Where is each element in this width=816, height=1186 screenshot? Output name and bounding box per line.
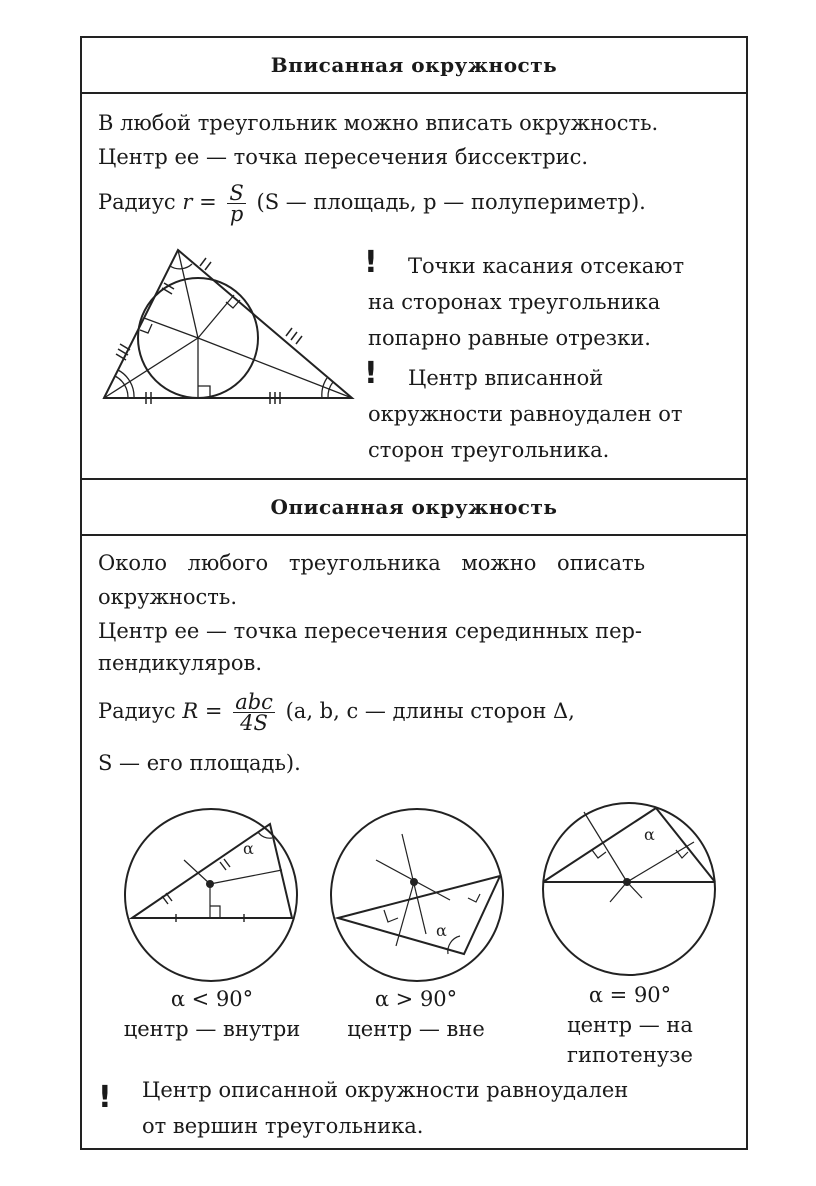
exclamation-icon: ! <box>364 245 378 280</box>
note-line: Центр описанной окружности равноудален <box>142 1078 629 1102</box>
circumscribed-radius-formula <box>98 692 575 733</box>
radius-label: Радиус <box>98 699 176 723</box>
inscribed-note1 <box>368 248 684 356</box>
text-line: Около любого треугольника можно описать <box>98 551 646 575</box>
circumscribed-line1 <box>98 546 732 581</box>
circumscribed-line3: Центр ее — точка пересечения серединных пер- <box>98 619 643 643</box>
radius-line <box>198 295 234 338</box>
inscribed-circle-diagram <box>100 242 360 408</box>
radius-explanation: (a, b, c — длины сторон Δ, <box>285 699 575 723</box>
case-description: гипотенузе <box>567 1043 693 1067</box>
circumscribed-line6: S — его площадь). <box>98 751 301 775</box>
case-caption-obtuse <box>322 984 510 1044</box>
note-line: Центр вписанной <box>408 366 604 390</box>
radius-variable: r <box>182 190 193 214</box>
equals-sign: = <box>199 190 217 214</box>
radius-explanation: (S — площадь, p — полупериметр). <box>256 190 646 214</box>
note-line: попарно равные отрезки. <box>368 326 651 350</box>
fraction-denominator: 4S <box>240 711 268 735</box>
reference-sheet <box>80 36 748 1150</box>
right-angle-mark <box>140 324 152 333</box>
divider <box>82 534 746 536</box>
case-angle: α > 90° <box>374 987 458 1011</box>
radius-line <box>144 318 198 338</box>
inscribed-line2: Центр ее — точка пересечения биссектрис. <box>98 145 589 169</box>
exclamation-icon: ! <box>98 1080 112 1115</box>
case-caption-acute <box>102 984 322 1044</box>
case-caption-right <box>532 980 728 1070</box>
divider <box>82 92 746 94</box>
radius-fraction <box>233 692 275 733</box>
fraction-denominator: p <box>229 202 244 226</box>
acute-triangle-diagram <box>120 804 302 986</box>
inscribed-line1: В любой треугольник можно вписать окружность. <box>98 111 659 135</box>
alpha-label: α <box>243 839 254 858</box>
circumscribed-note <box>142 1072 628 1144</box>
note-line: окружности равноудален от <box>368 402 683 426</box>
fraction-numerator: S <box>229 181 244 205</box>
inscribed-title: Вписанная окружность <box>270 53 558 77</box>
obtuse-triangle-diagram <box>326 804 508 986</box>
triangle-shape <box>104 250 352 398</box>
radius-label: Радиус <box>98 190 176 214</box>
circumscribed-line4: пендикуляров. <box>98 651 263 675</box>
case-angle: α < 90° <box>170 987 254 1011</box>
alpha-label: α <box>644 825 655 844</box>
circumscribed-line2: окружность. <box>98 585 238 609</box>
exclamation-icon: ! <box>364 356 378 391</box>
radius-fraction <box>227 183 245 224</box>
note-line: от вершин треугольника. <box>142 1114 424 1138</box>
right-triangle-diagram <box>538 798 720 980</box>
radius-variable: R <box>182 699 199 723</box>
fraction-numerator: abc <box>235 690 273 714</box>
note-line: Точки касания отсекают <box>408 254 685 278</box>
circumscribed-title: Описанная окружность <box>270 495 558 519</box>
note-line: на сторонах треугольника <box>368 290 661 314</box>
inscribed-note2 <box>368 360 683 468</box>
alpha-label: α <box>436 921 447 940</box>
case-description: центр — внутри <box>123 1017 301 1041</box>
case-description: центр — вне <box>347 1017 485 1041</box>
case-angle: α = 90° <box>588 983 672 1007</box>
note-line: сторон треугольника. <box>368 438 610 462</box>
case-description: центр — на <box>567 1013 693 1037</box>
equals-sign: = <box>204 699 223 723</box>
inscribed-radius-formula <box>98 183 646 224</box>
